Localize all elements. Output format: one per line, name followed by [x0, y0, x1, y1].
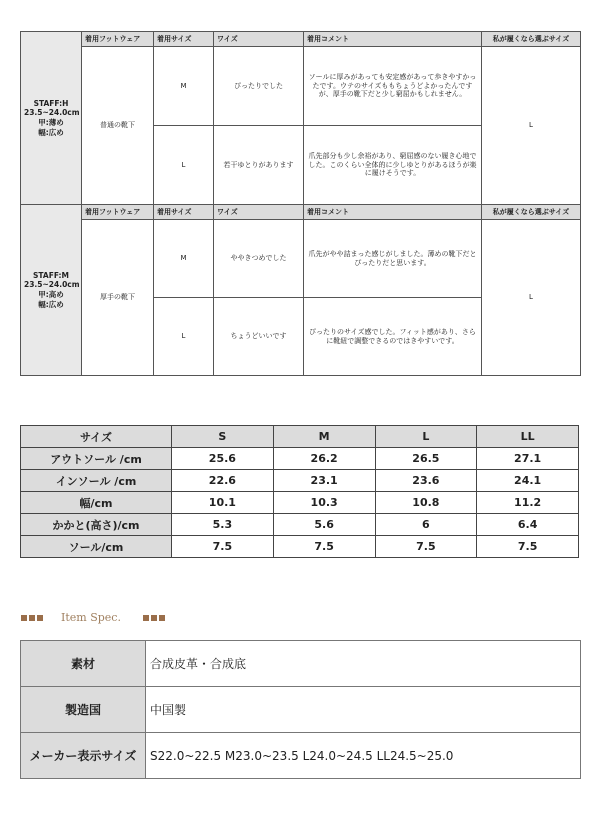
staff-profile: [21, 32, 82, 205]
row-label: アウトソール /cm: [21, 448, 172, 470]
staff-foot-width: 幅:広め: [38, 127, 64, 137]
cell-value: 6: [375, 514, 477, 536]
cell-value: 26.5: [375, 448, 477, 470]
size-column-header: LL: [477, 426, 579, 448]
cell-value: 11.2: [477, 492, 579, 514]
spec-value: 合成皮革・合成底: [146, 641, 581, 687]
width-value: ちょうどいいです: [214, 298, 304, 376]
cell-value: 7.5: [273, 536, 375, 558]
width-value: ややきつめでした: [214, 220, 304, 298]
header-width: ワイズ: [214, 205, 304, 220]
size-header-label: サイズ: [21, 426, 172, 448]
cell-value: 25.6: [172, 448, 274, 470]
size-value: L: [154, 298, 214, 376]
staff-foot-length: 23.5~24.0cm: [24, 280, 80, 290]
header-chosen-size: 私が履くなら選ぶサイズ: [482, 205, 581, 220]
cell-value: 5.3: [172, 514, 274, 536]
spec-label: 素材: [21, 641, 146, 687]
square-ornament-icon: [21, 611, 45, 624]
chosen-size-value: L: [482, 47, 581, 205]
staff-instep: 甲:薄め: [38, 118, 64, 127]
staff-name: STAFF:M: [32, 270, 70, 280]
cell-value: 7.5: [375, 536, 477, 558]
spec-value: 中国製: [146, 687, 581, 733]
table-row: [21, 492, 579, 514]
size-chart-table: [20, 425, 579, 558]
row-label: ソール/cm: [21, 536, 172, 558]
table-row: [21, 687, 581, 733]
header-width: ワイズ: [214, 32, 304, 47]
header-footwear: 着用フットウェア: [82, 205, 154, 220]
table-row: [21, 470, 579, 492]
size-header-row: [21, 426, 579, 448]
header-size: 着用サイズ: [154, 32, 214, 47]
width-value: 若干ゆとりがあります: [214, 126, 304, 205]
table-row: [21, 641, 581, 687]
cell-value: 27.1: [477, 448, 579, 470]
row-label: インソール /cm: [21, 470, 172, 492]
table-row: [21, 448, 579, 470]
header-chosen-size: 私が履くなら選ぶサイズ: [482, 32, 581, 47]
cell-value: 5.6: [273, 514, 375, 536]
staff-foot-length: 23.5~24.0cm: [24, 108, 80, 118]
item-spec-heading: [21, 611, 167, 624]
spec-value: S22.0~22.5 M23.0~23.5 L24.0~24.5 LL24.5~25.0: [146, 733, 581, 779]
comment-value: 爪先部分も少し余裕があり、窮屈感のない履き心地でした。このくらい全体的に少しゆとりがあるほうが楽に履けそうです。: [304, 126, 482, 205]
header-size: 着用サイズ: [154, 205, 214, 220]
staff-name: STAFF:H: [33, 98, 69, 108]
cell-value: 7.5: [172, 536, 274, 558]
comment-value: 爪先がやや詰まった感じがしました。薄めの靴下だとぴったりだと思います。: [304, 220, 482, 298]
cell-value: 7.5: [477, 536, 579, 558]
footwear-value: 普通の靴下: [82, 47, 154, 205]
cell-value: 23.6: [375, 470, 477, 492]
item-spec-title: Item Spec.: [61, 611, 121, 624]
size-column-header: M: [273, 426, 375, 448]
cell-value: 10.3: [273, 492, 375, 514]
cell-value: 26.2: [273, 448, 375, 470]
staff-fitting-table: [20, 31, 581, 376]
row-label: 幅/cm: [21, 492, 172, 514]
cell-value: 10.1: [172, 492, 274, 514]
cell-value: 24.1: [477, 470, 579, 492]
comment-value: ぴったりのサイズ感でした。フィット感があり、さらに靴紐で調整できるのではきやすいです。: [304, 298, 482, 376]
size-value: L: [154, 126, 214, 205]
header-comment: 着用コメント: [304, 32, 482, 47]
table-row: [21, 514, 579, 536]
item-spec-table: [20, 640, 581, 779]
table-row: [21, 536, 579, 558]
table-row: [21, 733, 581, 779]
size-column-header: L: [375, 426, 477, 448]
header-footwear: 着用フットウェア: [82, 32, 154, 47]
comment-value: ソールに厚みがあっても安定感があって歩きやすかったです。ウテのサイズももちょうどよかったんですが、厚手の靴下だと少し窮屈かもしれません。: [304, 47, 482, 126]
cell-value: 10.8: [375, 492, 477, 514]
chosen-size-value: L: [482, 220, 581, 376]
width-value: ぴったりでした: [214, 47, 304, 126]
cell-value: 22.6: [172, 470, 274, 492]
cell-value: 6.4: [477, 514, 579, 536]
footwear-value: 厚手の靴下: [82, 220, 154, 376]
staff-profile: [21, 205, 82, 376]
spec-label: メーカー表示サイズ: [21, 733, 146, 779]
size-value: M: [154, 47, 214, 126]
cell-value: 23.1: [273, 470, 375, 492]
spec-label: 製造国: [21, 687, 146, 733]
row-label: かかと(高さ)/cm: [21, 514, 172, 536]
staff-foot-width: 幅:広め: [38, 299, 64, 309]
size-column-header: S: [172, 426, 274, 448]
staff-instep: 甲:高め: [38, 290, 64, 299]
size-value: M: [154, 220, 214, 298]
square-ornament-icon: [143, 611, 167, 624]
header-comment: 着用コメント: [304, 205, 482, 220]
